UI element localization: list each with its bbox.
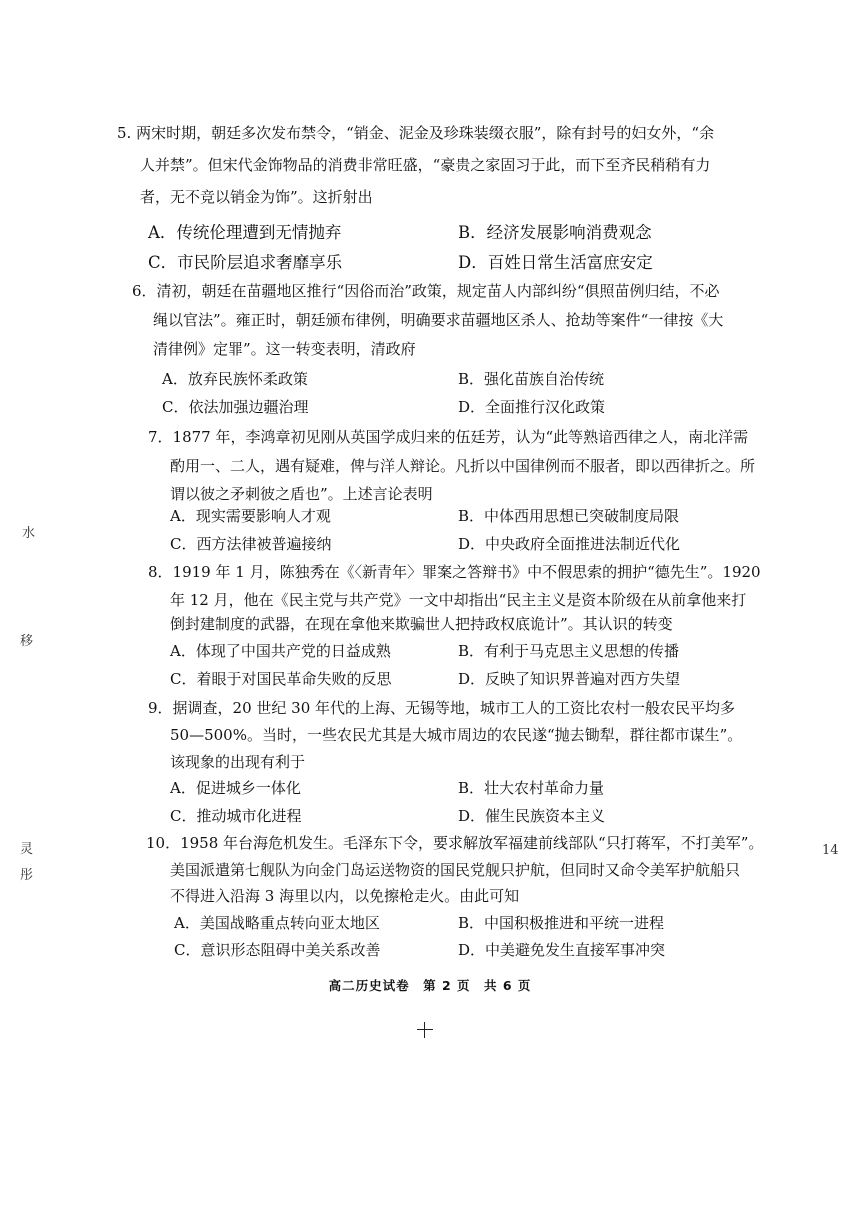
question-10-option-a[interactable]: A．美国战略重点转向亚太地区 bbox=[174, 914, 380, 932]
page-footer: 高二历史试卷 第 2 页 共 6 页 bbox=[328, 978, 532, 993]
question-6-line-1: 6．清初，朝廷在苗疆地区推行“因俗而治”政策，规定苗人内部纠纷“俱照苗例归结，不必 bbox=[132, 282, 720, 300]
question-9-line-3: 该现象的出现有利于 bbox=[170, 753, 306, 771]
question-9-option-a[interactable]: A．促进城乡一体化 bbox=[170, 779, 301, 797]
question-5-option-a[interactable]: A．传统伦理遭到无情抛弃 bbox=[148, 223, 342, 242]
question-7-option-c[interactable]: C．西方法律被普遍接纳 bbox=[170, 535, 332, 553]
question-7-line-2: 酌用一、二人，遇有疑难，俾与洋人辩论。凡折以中国律例而不服者，即以西律折之。所 bbox=[170, 457, 756, 475]
question-6-line-3: 清律例》定罪”。这一转变表明，清政府 bbox=[153, 340, 416, 358]
question-9-option-b[interactable]: B．壮大农村革命力量 bbox=[458, 779, 605, 797]
question-9-line-1: 9．据调查，20 世纪 30 年代的上海、无锡等地，城市工人的工资比农村一般农民平均多 bbox=[148, 699, 736, 717]
question-6-option-d[interactable]: D．全面推行汉化政策 bbox=[458, 398, 606, 416]
question-7-option-a[interactable]: A．现实需要影响人才观 bbox=[170, 507, 331, 525]
question-7-option-d[interactable]: D．中央政府全面推进法制近代化 bbox=[458, 535, 681, 553]
margin-mark: 14 bbox=[822, 843, 839, 858]
question-9-line-2: 50—500%。当时，一些农民尤其是大城市周边的农民遂“抛去锄犁，群往都市谋生”。 bbox=[170, 726, 743, 744]
margin-mark: 水 bbox=[22, 526, 36, 541]
question-10-option-c[interactable]: C．意识形态阻碍中美关系改善 bbox=[174, 941, 381, 959]
question-10-option-d[interactable]: D．中美避免发生直接军事冲突 bbox=[458, 941, 666, 959]
question-10-line-1: 10．1958 年台海危机发生。毛泽东下令，要求解放军福建前线部队“只打蒋军，不打美军”。 bbox=[146, 834, 764, 852]
margin-mark: 彤 bbox=[20, 868, 34, 883]
question-5-option-d[interactable]: D．百姓日常生活富庶安定 bbox=[458, 253, 653, 272]
question-6-line-2: 绳以官法”。雍正时，朝廷颁布律例，明确要求苗疆地区杀人、抢劫等案件“一律按《大 bbox=[153, 311, 724, 329]
registration-cross-mark bbox=[417, 1022, 433, 1038]
question-7-option-b[interactable]: B．中体西用思想已突破制度局限 bbox=[458, 507, 680, 525]
question-5-option-b[interactable]: B．经济发展影响消费观念 bbox=[458, 223, 652, 242]
question-9-option-d[interactable]: D．催生民族资本主义 bbox=[458, 807, 606, 825]
question-8-line-2: 年 12 月，他在《民主党与共产党》一文中却指出“民主主义是资本阶级在从前拿他来打 bbox=[170, 591, 747, 609]
margin-mark: 灵 bbox=[20, 842, 34, 857]
question-8-line-3: 倒封建制度的武器，在现在拿他来欺骗世人把持政权底诡计”。其认识的转变 bbox=[170, 615, 673, 633]
question-8-option-c[interactable]: C．着眼于对国民革命失败的反思 bbox=[170, 670, 392, 688]
question-10-line-2: 美国派遣第七舰队为向金门岛运送物资的国民党舰只护航，但同时又命令美军护航船只 bbox=[170, 861, 741, 879]
question-5-line-1: 5. 两宋时期，朝廷多次发布禁令，“销金、泥金及珍珠装缀衣服”，除有封号的妇女外，“余 bbox=[117, 124, 715, 142]
margin-mark: 移 bbox=[20, 634, 34, 649]
question-9-option-c[interactable]: C．推动城市化进程 bbox=[170, 807, 302, 825]
question-5-line-2: 人并禁”。但宋代金饰物品的消费非常旺盛，“豪贵之家固习于此，而下至齐民稍稍有力 bbox=[140, 156, 711, 174]
question-7-line-1: 7．1877 年，李鸿章初见刚从英国学成归来的伍廷芳，认为“此等熟谙西律之人，南北洋需 bbox=[148, 428, 749, 446]
question-6-option-b[interactable]: B．强化苗族自治传统 bbox=[458, 370, 605, 388]
question-10-option-b[interactable]: B．中国积极推进和平统一进程 bbox=[458, 914, 665, 932]
question-5-line-3: 者，无不竞以销金为饰”。这折射出 bbox=[140, 188, 373, 206]
question-8-line-1: 8．1919 年 1 月，陈独秀在《〈新青年〉罪案之答辩书》中不假思索的拥护“德先生”。1920 bbox=[148, 563, 761, 581]
question-8-option-b[interactable]: B．有利于马克思主义思想的传播 bbox=[458, 642, 680, 660]
question-10-line-3: 不得进入沿海 3 海里以内，以免擦枪走火。由此可知 bbox=[170, 887, 520, 905]
question-6-option-a[interactable]: A．放弃民族怀柔政策 bbox=[162, 370, 308, 388]
question-8-option-a[interactable]: A．体现了中国共产党的日益成熟 bbox=[170, 642, 391, 660]
question-8-option-d[interactable]: D．反映了知识界普遍对西方失望 bbox=[458, 670, 681, 688]
question-6-option-c[interactable]: C．依法加强边疆治理 bbox=[162, 398, 309, 416]
question-5-option-c[interactable]: C．市民阶层追求奢靡享乐 bbox=[148, 253, 343, 272]
question-7-line-3: 谓以彼之矛刺彼之盾也”。上述言论表明 bbox=[170, 485, 433, 503]
